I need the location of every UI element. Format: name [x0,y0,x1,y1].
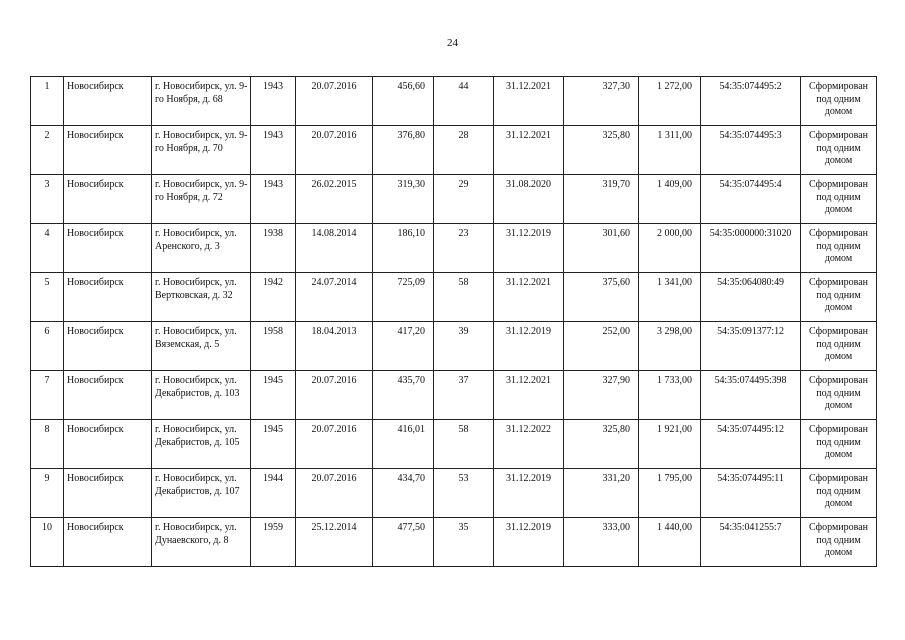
address-cell: г. Новосибирск, ул. Вяземская, д. 5 [152,322,251,371]
row-number: 10 [31,518,64,567]
year-built-cell: 1943 [251,175,296,224]
residents-cell: 28 [434,126,494,175]
cost-cell: 1 440,00 [639,518,701,567]
note-cell: Сформирован под одним домом [801,469,877,518]
residents-cell: 23 [434,224,494,273]
city-cell: Новосибирск [64,77,152,126]
date-cell: 20.07.2016 [296,371,373,420]
date-cell: 18.04.2013 [296,322,373,371]
date-cell: 24.07.2014 [296,273,373,322]
note-cell: Сформирован под одним домом [801,371,877,420]
planned-date-cell: 31.12.2021 [494,371,564,420]
row-number: 3 [31,175,64,224]
area2-cell: 331,20 [564,469,639,518]
area-cell: 416,01 [373,420,434,469]
year-built-cell: 1938 [251,224,296,273]
address-cell: г. Новосибирск, ул. Декабристов, д. 105 [152,420,251,469]
date-cell: 20.07.2016 [296,126,373,175]
city-cell: Новосибирск [64,469,152,518]
date-cell: 20.07.2016 [296,420,373,469]
note-cell: Сформирован под одним домом [801,420,877,469]
city-cell: Новосибирск [64,322,152,371]
cost-cell: 1 733,00 [639,371,701,420]
area2-cell: 327,30 [564,77,639,126]
area-cell: 434,70 [373,469,434,518]
planned-date-cell: 31.12.2021 [494,273,564,322]
city-cell: Новосибирск [64,126,152,175]
note-cell: Сформирован под одним домом [801,224,877,273]
planned-date-cell: 31.08.2020 [494,175,564,224]
area2-cell: 333,00 [564,518,639,567]
note-cell: Сформирован под одним домом [801,175,877,224]
address-cell: г. Новосибирск, ул. Декабристов, д. 107 [152,469,251,518]
row-number: 5 [31,273,64,322]
cadastral-number-cell: 54:35:074495:11 [701,469,801,518]
city-cell: Новосибирск [64,420,152,469]
row-number: 8 [31,420,64,469]
row-number: 7 [31,371,64,420]
date-cell: 20.07.2016 [296,77,373,126]
residents-cell: 35 [434,518,494,567]
cost-cell: 1 921,00 [639,420,701,469]
date-cell: 14.08.2014 [296,224,373,273]
area2-cell: 375,60 [564,273,639,322]
table-row [31,420,877,469]
area-cell: 435,70 [373,371,434,420]
year-built-cell: 1943 [251,77,296,126]
table-row [31,77,877,126]
cost-cell: 1 272,00 [639,77,701,126]
residents-cell: 58 [434,273,494,322]
planned-date-cell: 31.12.2019 [494,469,564,518]
date-cell: 26.02.2015 [296,175,373,224]
address-cell: г. Новосибирск, ул. Вертковская, д. 32 [152,273,251,322]
address-cell: г. Новосибирск, ул. 9-го Ноября, д. 68 [152,77,251,126]
area-cell: 477,50 [373,518,434,567]
area-cell: 417,20 [373,322,434,371]
year-built-cell: 1958 [251,322,296,371]
city-cell: Новосибирск [64,224,152,273]
area-cell: 376,80 [373,126,434,175]
note-cell: Сформирован под одним домом [801,273,877,322]
residents-cell: 53 [434,469,494,518]
residents-cell: 44 [434,77,494,126]
planned-date-cell: 31.12.2021 [494,77,564,126]
area2-cell: 301,60 [564,224,639,273]
cadastral-number-cell: 54:35:074495:398 [701,371,801,420]
residents-cell: 58 [434,420,494,469]
address-cell: г. Новосибирск, ул. Дунаевского, д. 8 [152,518,251,567]
year-built-cell: 1945 [251,420,296,469]
city-cell: Новосибирск [64,371,152,420]
note-cell: Сформирован под одним домом [801,518,877,567]
planned-date-cell: 31.12.2019 [494,322,564,371]
note-cell: Сформирован под одним домом [801,126,877,175]
year-built-cell: 1944 [251,469,296,518]
cadastral-number-cell: 54:35:064080:49 [701,273,801,322]
page-number: 24 [447,37,458,49]
planned-date-cell: 31.12.2022 [494,420,564,469]
row-number: 1 [31,77,64,126]
cadastral-number-cell: 54:35:074495:4 [701,175,801,224]
area2-cell: 327,90 [564,371,639,420]
area2-cell: 252,00 [564,322,639,371]
area2-cell: 325,80 [564,126,639,175]
table-body [31,77,877,567]
planned-date-cell: 31.12.2019 [494,224,564,273]
table-row [31,322,877,371]
address-cell: г. Новосибирск, ул. Декабристов, д. 103 [152,371,251,420]
cost-cell: 1 341,00 [639,273,701,322]
table-row [31,175,877,224]
table-row [31,469,877,518]
cost-cell: 2 000,00 [639,224,701,273]
cadastral-number-cell: 54:35:074495:3 [701,126,801,175]
table-row [31,371,877,420]
cadastral-number-cell: 54:35:041255:7 [701,518,801,567]
area-cell: 456,60 [373,77,434,126]
cost-cell: 1 409,00 [639,175,701,224]
city-cell: Новосибирск [64,273,152,322]
year-built-cell: 1942 [251,273,296,322]
cadastral-number-cell: 54:35:091377:12 [701,322,801,371]
city-cell: Новосибирск [64,518,152,567]
area2-cell: 319,70 [564,175,639,224]
address-cell: г. Новосибирск, ул. 9-го Ноября, д. 72 [152,175,251,224]
cost-cell: 1 795,00 [639,469,701,518]
area-cell: 186,10 [373,224,434,273]
housing-registry-table [30,76,877,567]
residents-cell: 29 [434,175,494,224]
area-cell: 725,09 [373,273,434,322]
cadastral-number-cell: 54:35:074495:2 [701,77,801,126]
address-cell: г. Новосибирск, ул. Аренского, д. 3 [152,224,251,273]
cadastral-number-cell: 54:35:000000:31020 [701,224,801,273]
row-number: 2 [31,126,64,175]
table-row [31,224,877,273]
row-number: 9 [31,469,64,518]
year-built-cell: 1959 [251,518,296,567]
address-cell: г. Новосибирск, ул. 9-го Ноября, д. 70 [152,126,251,175]
table-row [31,273,877,322]
row-number: 4 [31,224,64,273]
date-cell: 25.12.2014 [296,518,373,567]
cost-cell: 1 311,00 [639,126,701,175]
planned-date-cell: 31.12.2021 [494,126,564,175]
area-cell: 319,30 [373,175,434,224]
row-number: 6 [31,322,64,371]
area2-cell: 325,80 [564,420,639,469]
date-cell: 20.07.2016 [296,469,373,518]
cost-cell: 3 298,00 [639,322,701,371]
residents-cell: 39 [434,322,494,371]
year-built-cell: 1943 [251,126,296,175]
cadastral-number-cell: 54:35:074495:12 [701,420,801,469]
residents-cell: 37 [434,371,494,420]
note-cell: Сформирован под одним домом [801,77,877,126]
year-built-cell: 1945 [251,371,296,420]
table-row [31,518,877,567]
table-row [31,126,877,175]
city-cell: Новосибирск [64,175,152,224]
note-cell: Сформирован под одним домом [801,322,877,371]
planned-date-cell: 31.12.2019 [494,518,564,567]
